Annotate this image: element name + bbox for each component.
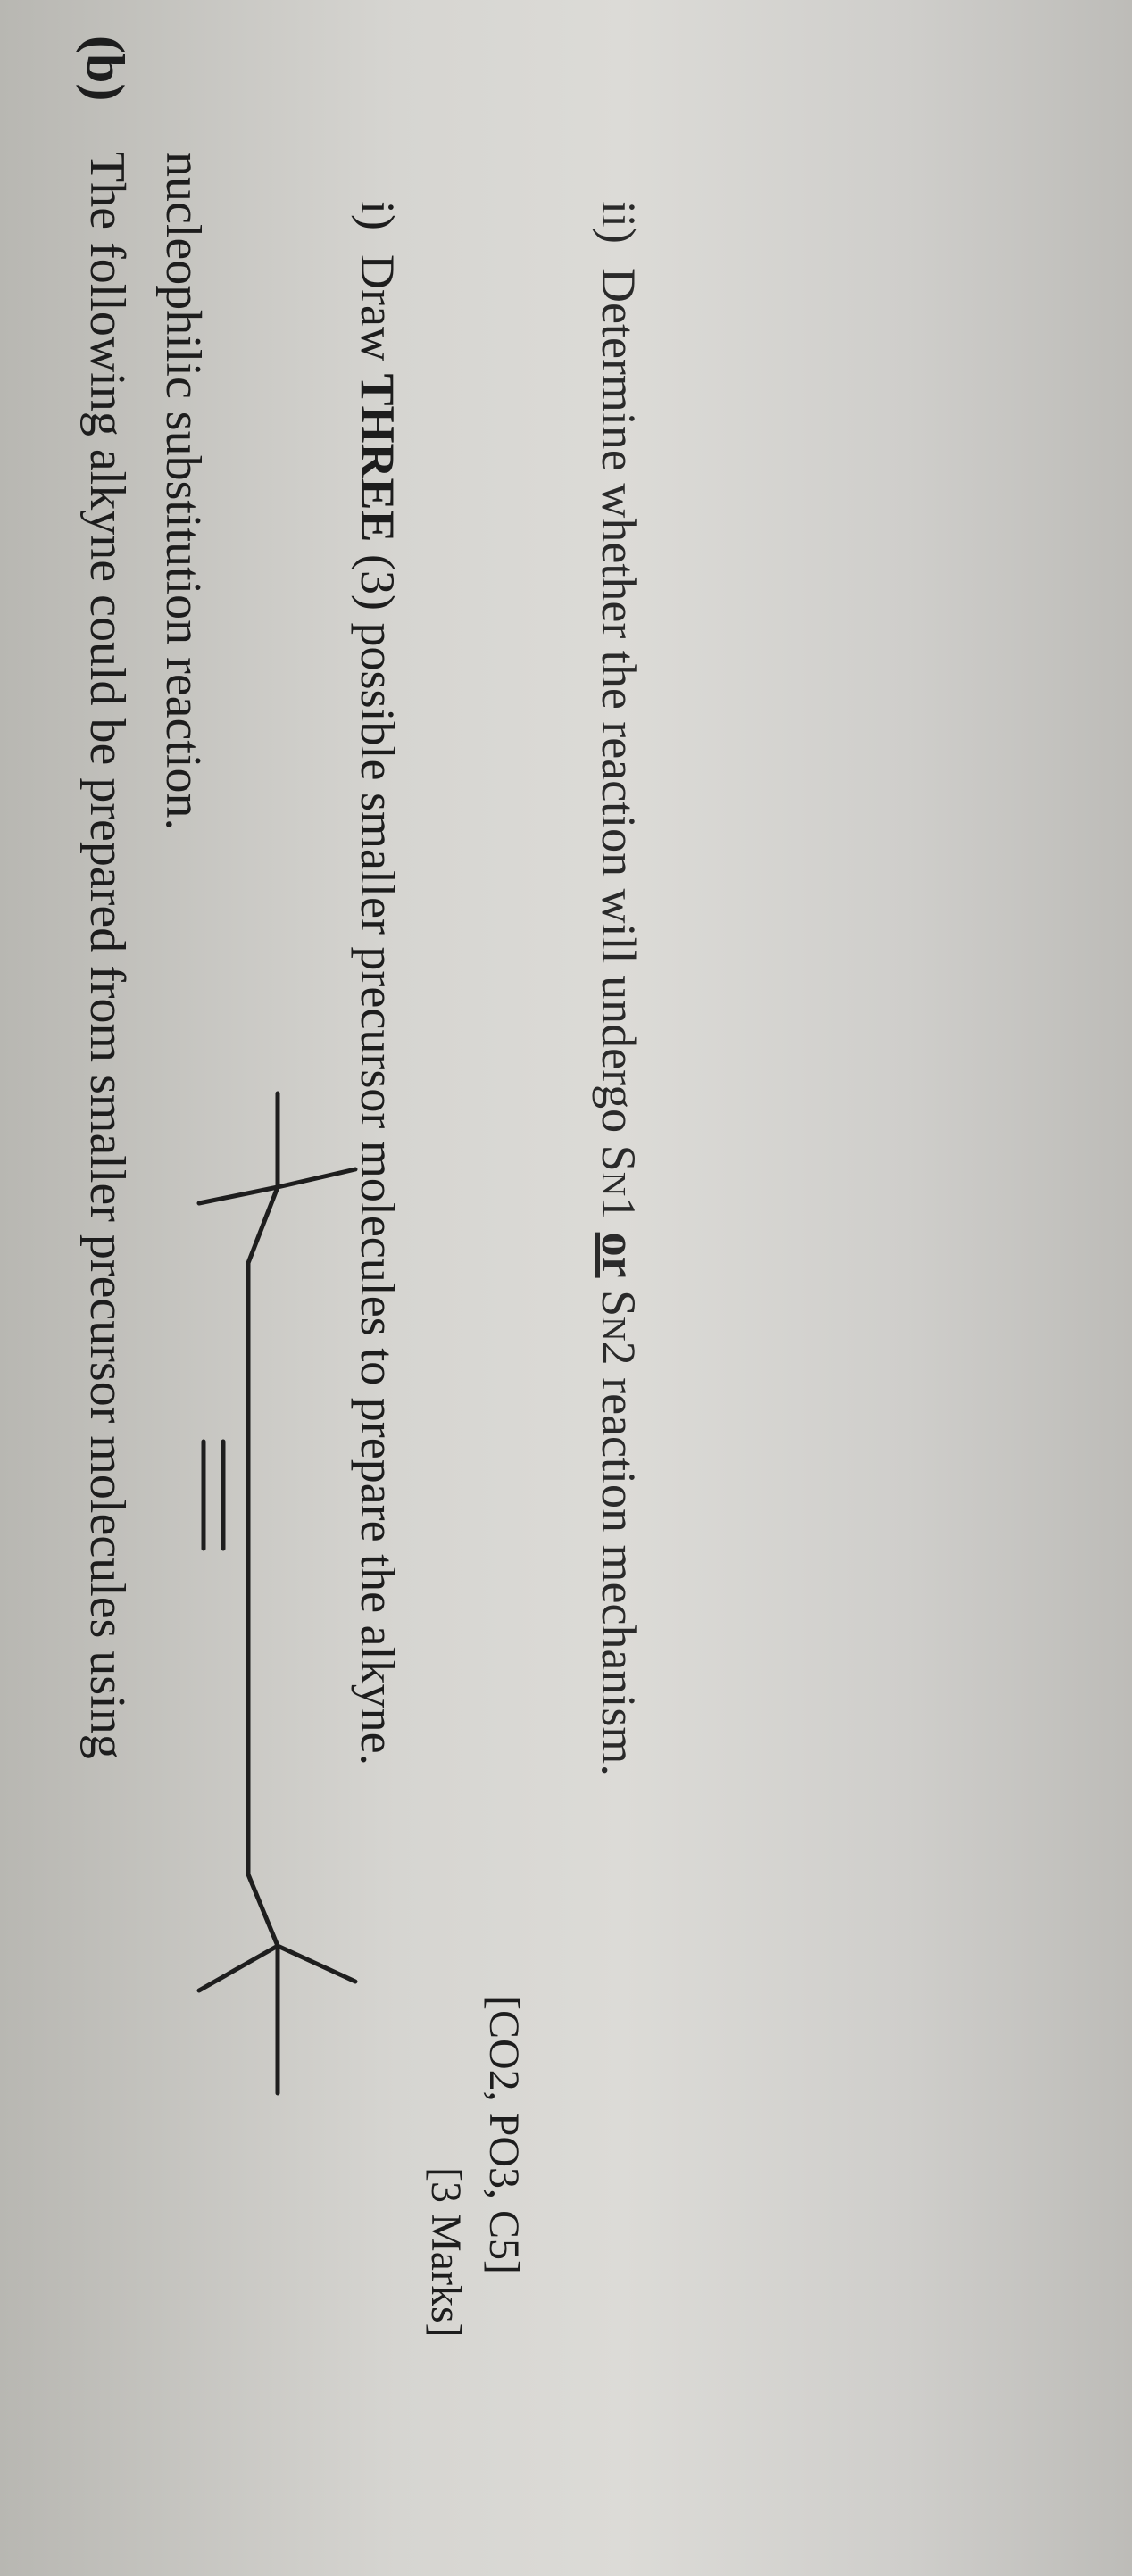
part-i-number: i)	[351, 201, 404, 230]
alkyne-structure-diagram	[195, 1089, 364, 2098]
part-i-pre: Draw	[351, 254, 404, 374]
left-methyl-bond	[278, 1169, 355, 1187]
part-i-emphasis: THREE	[351, 373, 404, 543]
marks-label: [3 Marks]	[422, 2167, 470, 2338]
question-text-line-1: The following alkyne could be prepared from smaller precursor molecules using	[79, 152, 135, 1759]
sn-subscript: N	[595, 1317, 632, 1342]
part-ii-number: ii)	[592, 201, 645, 244]
part-ii-pre: Determine whether the reaction will undergo S	[592, 268, 645, 1172]
part-ii-mid2: S	[592, 1277, 645, 1317]
part-ii-text	[592, 201, 645, 1776]
question-text-line-2: nucleophilic substitution reaction.	[155, 152, 211, 831]
question-label: (b)	[76, 36, 135, 102]
right-methyl-bond	[278, 1946, 355, 1982]
right-methyl-bond	[199, 1946, 278, 1990]
right-ch2-bond	[248, 1874, 278, 1946]
or-emphasis: or	[592, 1232, 645, 1278]
part-i-text	[351, 201, 404, 1766]
part-i-mid: (3)	[351, 542, 404, 623]
left-methyl-bond	[199, 1187, 278, 1203]
sn-subscript: N	[595, 1171, 632, 1197]
left-ch2-bond	[248, 1187, 278, 1263]
course-outcome-codes: [CO2, PO3, C5]	[480, 1996, 528, 2275]
part-ii-post: 2 reaction mechanism.	[592, 1341, 645, 1776]
part-ii-mid1: 1	[592, 1196, 645, 1233]
part-i-post: possible smaller precursor molecules to prepare the alkyne.	[351, 622, 404, 1766]
